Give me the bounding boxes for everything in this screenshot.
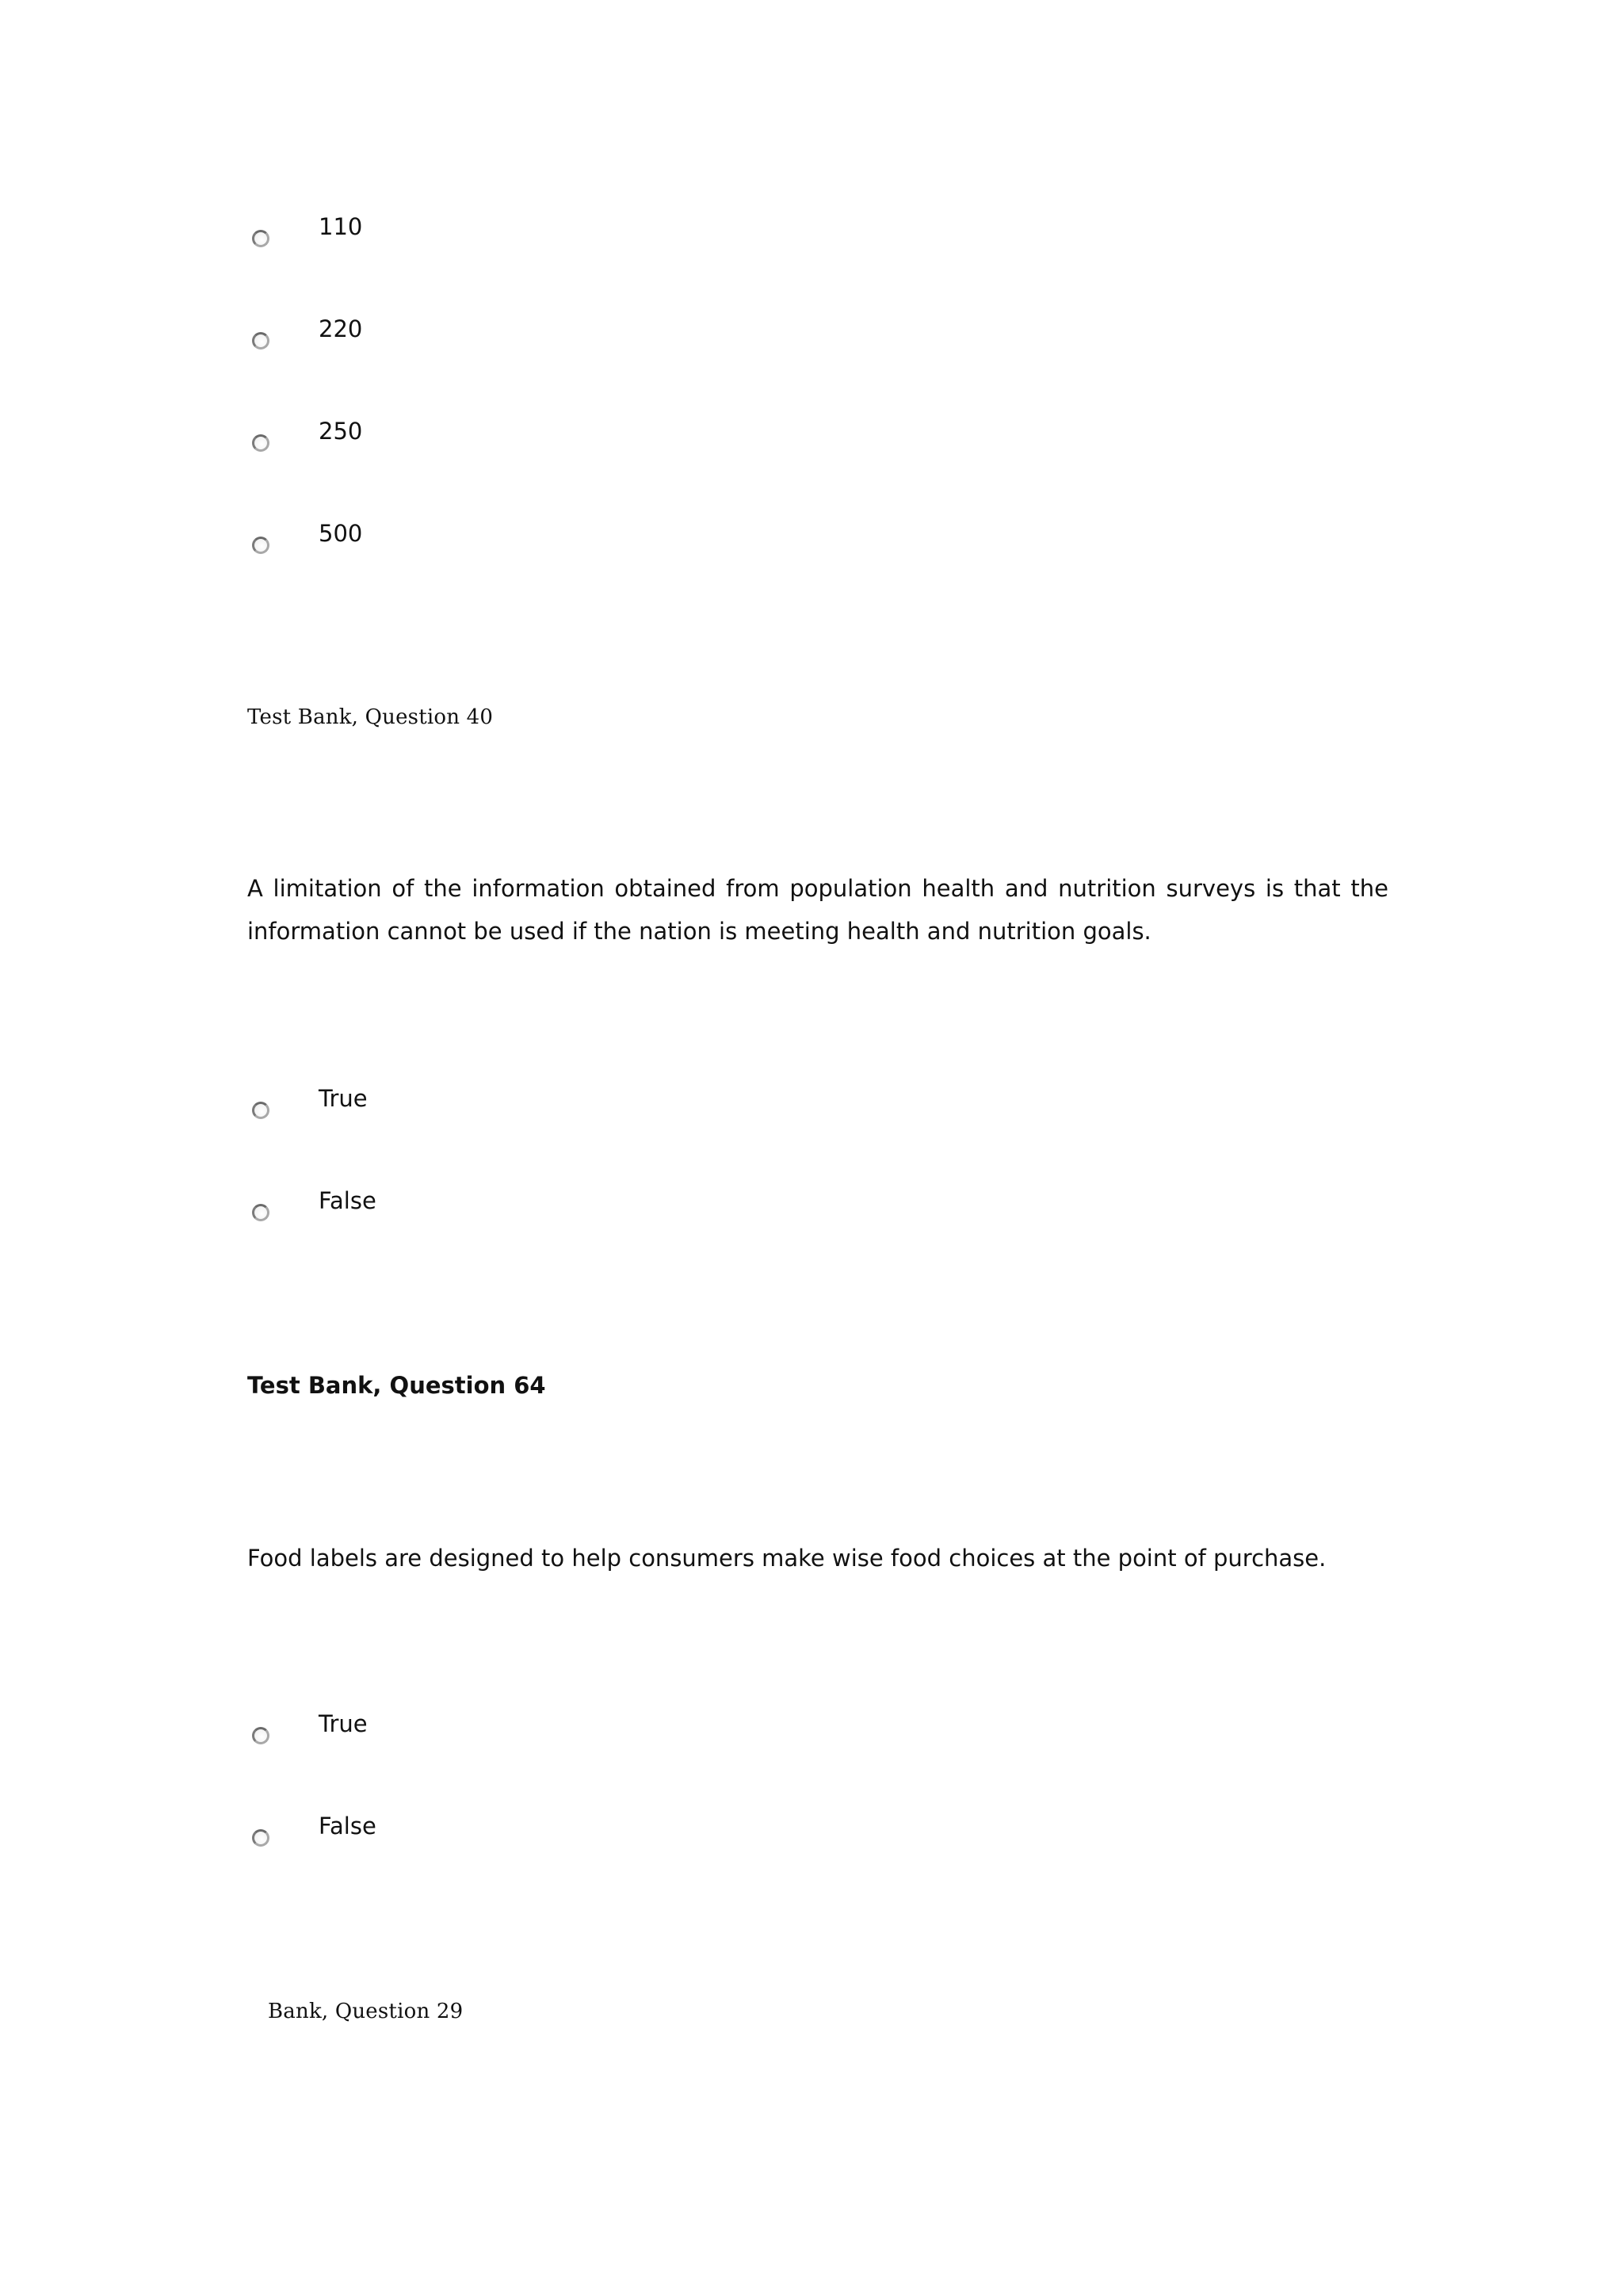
radio-button[interactable] (252, 434, 269, 452)
question-title: Bank, Question 29 (268, 2000, 464, 2023)
option-label: 220 (319, 315, 363, 342)
answer-option[interactable] (247, 417, 802, 464)
question-title: Test Bank, Question 40 (247, 705, 494, 729)
answer-option-false[interactable] (247, 1812, 802, 1859)
answer-option[interactable] (247, 519, 802, 567)
answer-option-false[interactable] (247, 1186, 802, 1234)
option-label: False (319, 1813, 376, 1839)
answer-option[interactable] (247, 212, 802, 260)
option-label: 110 (319, 213, 363, 240)
radio-button[interactable] (252, 537, 269, 554)
option-label: True (319, 1710, 368, 1737)
radio-button[interactable] (252, 332, 269, 350)
radio-button[interactable] (252, 1727, 269, 1744)
radio-button[interactable] (252, 230, 269, 247)
answer-option-true[interactable] (247, 1710, 802, 1757)
radio-button[interactable] (252, 1102, 269, 1119)
answer-option-true[interactable] (247, 1084, 802, 1132)
question-text: A limitation of the information obtained from population health and nutrition surveys is that the information cannot be used if the nation is meeting health and nutrition goals. (247, 875, 1388, 945)
answer-option[interactable] (247, 315, 802, 362)
option-label: True (319, 1085, 368, 1112)
question-text: Food labels are designed to help consumers make wise food choices at the point of purchase. (247, 1545, 1327, 1572)
radio-button[interactable] (252, 1204, 269, 1221)
option-label: 250 (319, 418, 363, 445)
option-label: False (319, 1187, 376, 1214)
option-label: 500 (319, 520, 363, 547)
radio-button[interactable] (252, 1829, 269, 1847)
question-title: Test Bank, Question 64 (247, 1372, 546, 1399)
